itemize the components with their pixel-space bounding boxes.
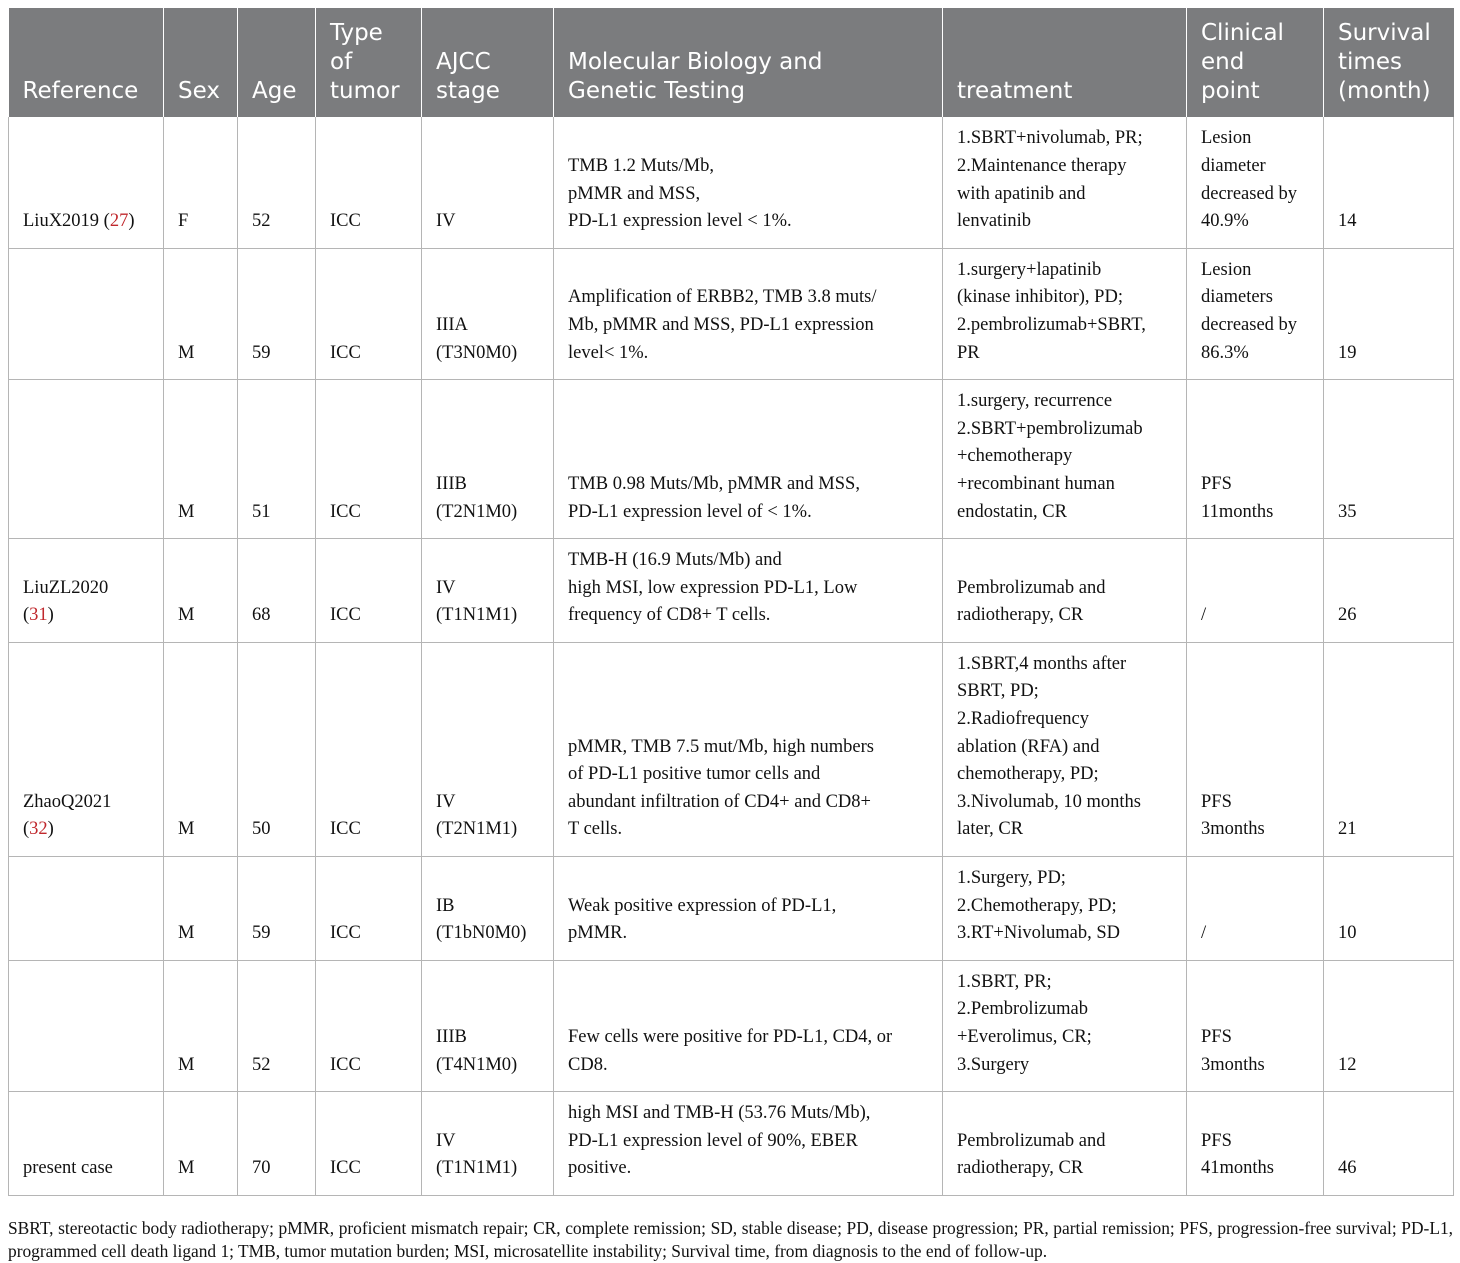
reference-line <box>23 1155 155 1183</box>
cell-treatment-line: 2.Maintenance therapy <box>957 155 1127 176</box>
cell-molecular-testing-line: pMMR, TMB 7.5 mut/Mb, high numbers <box>568 736 874 757</box>
column-header-line: Sex <box>178 77 220 104</box>
cell-treatment-line: PR <box>957 342 980 363</box>
cell-molecular-testing-line: high MSI, low expression PD-L1, Low <box>568 577 858 598</box>
cell-molecular-testing-line: TMB 0.98 Muts/Mb, pMMR and MSS, <box>568 473 860 494</box>
cell-molecular-testing-line: TMB-H (16.9 Muts/Mb) and <box>568 550 782 571</box>
reference-text: LiuZL2020 <box>23 577 109 598</box>
column-header-reference <box>9 8 164 117</box>
cell-reference <box>9 857 164 961</box>
cell-survival-times: 46 <box>1324 1092 1454 1196</box>
cell-molecular-testing <box>554 539 943 643</box>
reference-text: ZhaoQ2021 <box>23 791 112 812</box>
cell-reference <box>9 539 164 643</box>
cell-molecular-testing-line: positive. <box>568 1158 632 1179</box>
cell-age: 50 <box>238 642 316 856</box>
cell-ajcc-stage-line: IV <box>436 211 456 232</box>
cell-molecular-testing <box>554 857 943 961</box>
column-header-line: AJCC <box>436 48 491 75</box>
cell-ajcc-stage <box>422 960 554 1091</box>
column-header-line: times <box>1338 48 1402 75</box>
column-header-sex <box>164 8 238 117</box>
cell-ajcc-stage <box>422 539 554 643</box>
reference-line <box>23 602 155 630</box>
cell-molecular-testing <box>554 117 943 248</box>
cell-treatment-line: SBRT, PD; <box>957 681 1039 702</box>
cell-ajcc-stage-line: (T4N1M0) <box>436 1054 518 1075</box>
cell-treatment <box>943 960 1187 1091</box>
table-row <box>9 642 1454 856</box>
cell-molecular-testing <box>554 380 943 539</box>
table-row <box>9 380 1454 539</box>
cell-clinical-end-point-line: 11months <box>1201 501 1274 522</box>
column-header-line: (month) <box>1338 77 1431 104</box>
cell-ajcc-stage-line: IV <box>436 791 456 812</box>
cell-treatment-line: 3.Nivolumab, 10 months <box>957 791 1141 812</box>
column-header-line: Reference <box>22 77 139 104</box>
cell-molecular-testing-line: Weak positive expression of PD-L1, <box>568 895 837 916</box>
header-row <box>9 8 1454 117</box>
reference-suffix: ) <box>128 211 135 232</box>
reference-text: LiuX2019 ( <box>23 211 110 232</box>
cell-clinical-end-point <box>1187 380 1324 539</box>
cell-treatment-line: endostatin, CR <box>957 501 1067 522</box>
cell-reference <box>9 248 164 379</box>
reference-suffix: ) <box>47 819 54 840</box>
cell-ajcc-stage-line: (T2N1M0) <box>436 501 518 522</box>
cell-molecular-testing-line: TMB 1.2 Muts/Mb, <box>568 155 714 176</box>
cell-treatment-line: radiotherapy, CR <box>957 605 1084 626</box>
table-body <box>9 117 1454 1195</box>
cell-treatment-line: 3.RT+Nivolumab, SD <box>957 923 1120 944</box>
cell-clinical-end-point-line: 3months <box>1201 1054 1265 1075</box>
cell-treatment-line: radiotherapy, CR <box>957 1158 1084 1179</box>
cell-treatment-line: 2.Radiofrequency <box>957 709 1090 730</box>
cell-sex: M <box>164 960 238 1091</box>
cell-clinical-end-point <box>1187 248 1324 379</box>
cell-molecular-testing-line: Mb, pMMR and MSS, PD-L1 expression <box>568 314 874 335</box>
cell-tumor-type: ICC <box>316 857 422 961</box>
cell-survival-times: 19 <box>1324 248 1454 379</box>
table-header <box>9 8 1454 117</box>
cell-reference <box>9 117 164 248</box>
cell-treatment-line: later, CR <box>957 819 1024 840</box>
column-header-treatment <box>943 8 1187 117</box>
cell-treatment <box>943 539 1187 643</box>
cell-treatment-line: 2.Chemotherapy, PD; <box>957 895 1117 916</box>
column-header-line: Type <box>330 20 383 46</box>
reference-text: ( <box>23 605 30 626</box>
cell-molecular-testing-line: PD-L1 expression level < 1%. <box>568 211 792 232</box>
column-header-age <box>238 8 316 117</box>
column-header-line: end <box>1201 48 1245 75</box>
cell-survival-times: 35 <box>1324 380 1454 539</box>
cell-clinical-end-point-line: PFS <box>1201 1130 1232 1151</box>
cell-molecular-testing-line: abundant infiltration of CD4+ and CD8+ <box>568 791 871 812</box>
citation-link[interactable]: 32 <box>29 819 48 840</box>
cell-tumor-type: ICC <box>316 642 422 856</box>
cell-survival-times: 10 <box>1324 857 1454 961</box>
cell-clinical-end-point <box>1187 960 1324 1091</box>
cell-ajcc-stage <box>422 642 554 856</box>
cell-clinical-end-point-line: PFS <box>1201 473 1232 494</box>
cell-age: 59 <box>238 248 316 379</box>
column-header-line: Molecular Biology and <box>568 48 823 75</box>
cell-age: 51 <box>238 380 316 539</box>
cell-ajcc-stage-line: (T1N1M1) <box>436 1158 518 1179</box>
cell-treatment <box>943 117 1187 248</box>
cell-clinical-end-point-line: 41months <box>1201 1158 1274 1179</box>
cell-survival-times: 26 <box>1324 539 1454 643</box>
cell-sex: M <box>164 539 238 643</box>
cell-treatment <box>943 248 1187 379</box>
cell-treatment <box>943 1092 1187 1196</box>
column-header-line: Survival <box>1338 20 1431 46</box>
cell-molecular-testing-line: CD8. <box>568 1054 608 1075</box>
cell-age: 70 <box>238 1092 316 1196</box>
cell-treatment-line: Pembrolizumab and <box>957 577 1106 598</box>
cell-sex: M <box>164 248 238 379</box>
cell-molecular-testing-line: pMMR and MSS, <box>568 183 701 204</box>
cell-tumor-type: ICC <box>316 539 422 643</box>
cell-molecular-testing-line: pMMR. <box>568 923 628 944</box>
cell-clinical-end-point-line: 40.9% <box>1201 211 1249 232</box>
cell-treatment-line: (kinase inhibitor), PD; <box>957 287 1123 308</box>
cell-sex: F <box>164 117 238 248</box>
cell-sex: M <box>164 642 238 856</box>
cell-ajcc-stage-line: (T3N0M0) <box>436 342 518 363</box>
cell-survival-times: 21 <box>1324 642 1454 856</box>
column-header-ajcc-stage <box>422 8 554 117</box>
cell-treatment-line: +chemotherapy <box>957 446 1073 467</box>
cell-ajcc-stage-line: IIIB <box>436 1027 467 1048</box>
cell-reference <box>9 642 164 856</box>
reference-line <box>23 789 155 817</box>
cell-treatment-line: 2.Pembrolizumab <box>957 999 1089 1020</box>
table-container <box>8 8 1453 1196</box>
cell-ajcc-stage-line: (T1N1M1) <box>436 605 518 626</box>
cell-clinical-end-point <box>1187 1092 1324 1196</box>
cell-clinical-end-point-line: PFS <box>1201 791 1232 812</box>
cell-clinical-end-point-line: decreased by <box>1201 183 1298 204</box>
cell-clinical-end-point-line: diameters <box>1201 287 1273 308</box>
cell-treatment-line: +Everolimus, CR; <box>957 1027 1092 1048</box>
column-header-clinical-end-point <box>1187 8 1324 117</box>
cell-treatment-line: 2.SBRT+pembrolizumab <box>957 418 1143 439</box>
cell-clinical-end-point-line: 3months <box>1201 819 1265 840</box>
cell-age: 68 <box>238 539 316 643</box>
cell-ajcc-stage <box>422 117 554 248</box>
cell-reference <box>9 1092 164 1196</box>
reference-line <box>23 575 155 603</box>
cell-ajcc-stage-line: (T2N1M1) <box>436 819 518 840</box>
cell-ajcc-stage <box>422 1092 554 1196</box>
cell-treatment-line: 1.SBRT+nivolumab, PR; <box>957 128 1143 149</box>
citation-link[interactable]: 27 <box>109 211 129 232</box>
cell-clinical-end-point <box>1187 642 1324 856</box>
cell-ajcc-stage-line: (T1bN0M0) <box>436 923 527 944</box>
cell-molecular-testing-line: Amplification of ERBB2, TMB 3.8 muts/ <box>568 287 877 308</box>
cell-clinical-end-point-line: 86.3% <box>1201 342 1249 363</box>
table-row <box>9 117 1454 248</box>
cell-age: 52 <box>238 960 316 1091</box>
reference-line <box>23 208 155 236</box>
column-header-line: treatment <box>957 77 1073 104</box>
cell-clinical-end-point <box>1187 857 1324 961</box>
cell-treatment <box>943 857 1187 961</box>
cell-sex: M <box>164 1092 238 1196</box>
column-header-line: stage <box>436 77 500 104</box>
cell-treatment-line: lenvatinib <box>957 211 1031 232</box>
cell-survival-times: 14 <box>1324 117 1454 248</box>
cell-sex: M <box>164 380 238 539</box>
cell-ajcc-stage-line: IV <box>436 1130 456 1151</box>
cell-age: 52 <box>238 117 316 248</box>
cell-clinical-end-point-line: / <box>1201 605 1207 626</box>
cell-treatment <box>943 380 1187 539</box>
cell-molecular-testing-line: level< 1%. <box>568 342 649 363</box>
cell-molecular-testing-line: PD-L1 expression level of 90%, EBER <box>568 1130 858 1151</box>
cell-tumor-type: ICC <box>316 380 422 539</box>
cell-ajcc-stage-line: IIIA <box>436 314 468 335</box>
cell-treatment-line: 2.pembrolizumab+SBRT, <box>957 314 1146 335</box>
cell-survival-times: 12 <box>1324 960 1454 1091</box>
cell-treatment-line: 1.surgery+lapatinib <box>957 259 1102 280</box>
cell-clinical-end-point-line: / <box>1201 923 1207 944</box>
column-header-tumor-type <box>316 8 422 117</box>
cell-treatment-line: +recombinant human <box>957 473 1115 494</box>
cell-tumor-type: ICC <box>316 248 422 379</box>
cell-treatment-line: ablation (RFA) and <box>957 736 1100 757</box>
cell-treatment-line: Pembrolizumab and <box>957 1130 1106 1151</box>
cell-tumor-type: ICC <box>316 960 422 1091</box>
table-row <box>9 539 1454 643</box>
cell-ajcc-stage-line: IIIB <box>436 473 467 494</box>
cell-clinical-end-point <box>1187 117 1324 248</box>
cell-molecular-testing <box>554 1092 943 1196</box>
citation-link[interactable]: 31 <box>29 605 48 626</box>
cell-ajcc-stage-line: IV <box>436 577 456 598</box>
cell-treatment <box>943 642 1187 856</box>
cell-molecular-testing <box>554 248 943 379</box>
cell-clinical-end-point-line: Lesion <box>1201 128 1252 149</box>
cell-molecular-testing-line: of PD-L1 positive tumor cells and <box>568 764 821 785</box>
cell-reference <box>9 960 164 1091</box>
table-row <box>9 1092 1454 1196</box>
cell-reference <box>9 380 164 539</box>
cell-molecular-testing <box>554 960 943 1091</box>
reference-text: present case <box>23 1158 113 1179</box>
table-row <box>9 857 1454 961</box>
column-header-survival-times <box>1324 8 1454 117</box>
table-footnote: SBRT, stereotactic body radiotherapy; pMMR, proficient mismatch repair; CR, complete remission; SD, stable disease; PD, disease progression; PR, partial remission; PFS, progression-free survival; PD-L1, programmed cell death ligand 1; TMB, tumor mutation burden; MSI, microsatellite instability; Survival time, from diagnosis to the end of follow-up. <box>8 1218 1453 1262</box>
column-header-line: Age <box>252 77 297 104</box>
cell-ajcc-stage-line: IB <box>436 895 455 916</box>
cell-ajcc-stage <box>422 248 554 379</box>
cell-treatment-line: with apatinib and <box>957 183 1086 204</box>
cell-clinical-end-point-line: diameter <box>1201 155 1266 176</box>
column-header-line: point <box>1201 77 1260 104</box>
cell-molecular-testing <box>554 642 943 856</box>
table-row <box>9 248 1454 379</box>
column-header-line: Clinical <box>1201 20 1284 46</box>
cell-clinical-end-point-line: PFS <box>1201 1027 1232 1048</box>
column-header-line: Genetic Testing <box>568 77 745 104</box>
case-summary-table <box>8 8 1454 1196</box>
cell-treatment-line: chemotherapy, PD; <box>957 764 1099 785</box>
cell-tumor-type: ICC <box>316 117 422 248</box>
cell-clinical-end-point-line: decreased by <box>1201 314 1298 335</box>
cell-age: 59 <box>238 857 316 961</box>
cell-molecular-testing-line: high MSI and TMB-H (53.76 Muts/Mb), <box>568 1103 871 1124</box>
reference-text: ( <box>23 819 30 840</box>
cell-molecular-testing-line: Few cells were positive for PD-L1, CD4, or <box>568 1027 893 1048</box>
cell-ajcc-stage <box>422 380 554 539</box>
cell-treatment-line: 1.SBRT,4 months after <box>957 653 1127 674</box>
cell-sex: M <box>164 857 238 961</box>
cell-clinical-end-point-line: Lesion <box>1201 259 1252 280</box>
cell-treatment-line: 3.Surgery <box>957 1054 1030 1075</box>
reference-suffix: ) <box>47 605 54 626</box>
cell-clinical-end-point <box>1187 539 1324 643</box>
cell-ajcc-stage <box>422 857 554 961</box>
column-header-line: of <box>330 48 353 75</box>
cell-tumor-type: ICC <box>316 1092 422 1196</box>
cell-treatment-line: 1.SBRT, PR; <box>957 971 1052 992</box>
column-header-molecular-testing <box>554 8 943 117</box>
cell-treatment-line: 1.Surgery, PD; <box>957 868 1066 889</box>
cell-molecular-testing-line: frequency of CD8+ T cells. <box>568 605 771 626</box>
cell-treatment-line: 1.surgery, recurrence <box>957 391 1113 412</box>
reference-line <box>23 816 155 844</box>
cell-molecular-testing-line: T cells. <box>568 819 623 840</box>
table-row <box>9 960 1454 1091</box>
cell-molecular-testing-line: PD-L1 expression level of < 1%. <box>568 501 812 522</box>
column-header-line: tumor <box>330 77 400 104</box>
